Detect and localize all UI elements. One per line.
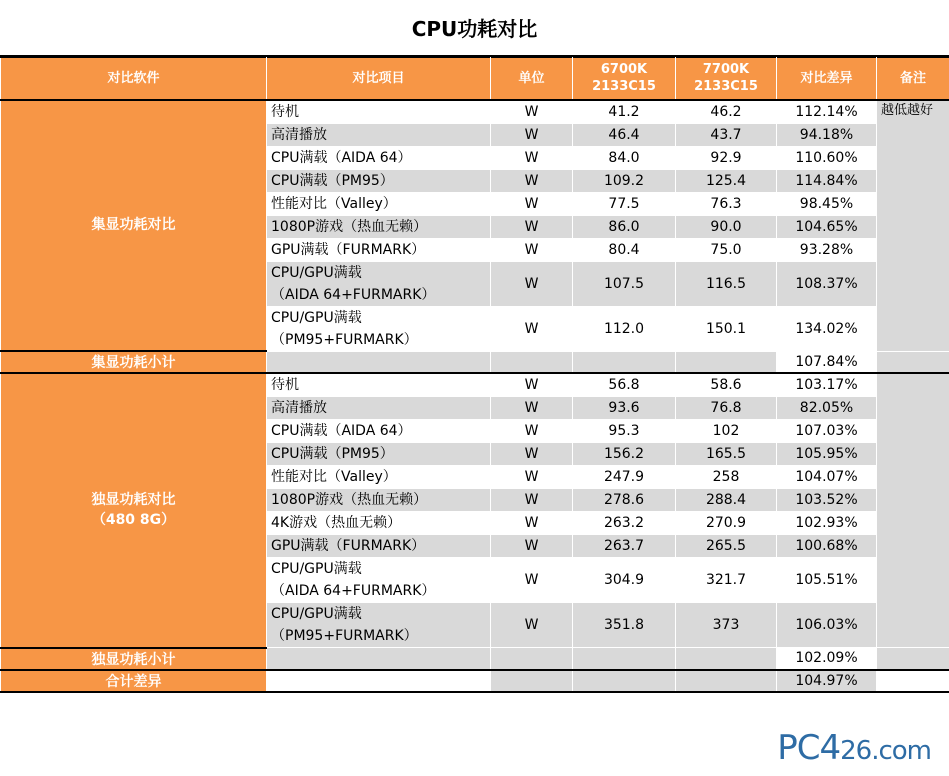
diff-value: 105.51%	[777, 558, 877, 603]
diff-value: 94.18%	[777, 123, 877, 146]
subtotal-empty-cell	[676, 351, 777, 373]
subtotal-empty-cell	[573, 648, 676, 670]
header-unit: 单位	[491, 58, 573, 100]
diff-value: 110.60%	[777, 146, 877, 169]
unit-cell: W	[491, 169, 573, 192]
cpu-a-value: 304.9	[573, 558, 676, 603]
cpu-a-value: 80.4	[573, 238, 676, 261]
subtotal-row	[1, 351, 949, 373]
cpu-a-value: 156.2	[573, 443, 676, 466]
table-row	[1, 100, 949, 124]
page-title: CPU功耗对比	[0, 0, 949, 57]
test-item: 4K游戏（热血无赖）	[267, 512, 491, 535]
cpu-b-value: 102	[676, 420, 777, 443]
test-item: 待机	[267, 373, 491, 397]
total-empty-cell	[676, 670, 777, 692]
cpu-b-value: 125.4	[676, 169, 777, 192]
total-empty-cell	[877, 670, 949, 692]
diff-value: 82.05%	[777, 397, 877, 420]
cpu-b-value: 288.4	[676, 489, 777, 512]
cpu-b-value: 265.5	[676, 535, 777, 558]
cpu-b-value: 75.0	[676, 238, 777, 261]
test-item: CPU满载（PM95）	[267, 169, 491, 192]
note-cell	[877, 373, 949, 648]
cpu-b-value: 165.5	[676, 443, 777, 466]
unit-cell: W	[491, 466, 573, 489]
cpu-a-value: 46.4	[573, 123, 676, 146]
cpu-b-memory: 2133C15	[694, 79, 758, 95]
unit-cell: W	[491, 397, 573, 420]
cpu-a-value: 351.8	[573, 603, 676, 648]
unit-cell: W	[491, 512, 573, 535]
cpu-a-value: 56.8	[573, 373, 676, 397]
cpu-b-value: 150.1	[676, 306, 777, 351]
unit-cell: W	[491, 100, 573, 124]
test-item-line2: （PM95+FURMARK）	[271, 628, 418, 644]
test-item: 高清播放	[267, 123, 491, 146]
cpu-b-value: 58.6	[676, 373, 777, 397]
test-item: 待机	[267, 100, 491, 124]
unit-cell: W	[491, 603, 573, 648]
subtotal-label: 集显功耗小计	[1, 351, 267, 373]
subtotal-empty-cell	[573, 351, 676, 373]
table-row	[1, 373, 949, 397]
cpu-b-model: 7700K	[702, 62, 750, 78]
cpu-a-value: 93.6	[573, 397, 676, 420]
cpu-b-value: 321.7	[676, 558, 777, 603]
cpu-a-value: 247.9	[573, 466, 676, 489]
unit-cell: W	[491, 123, 573, 146]
group-label	[1, 373, 267, 648]
subtotal-empty-cell	[267, 351, 491, 373]
diff-value: 103.52%	[777, 489, 877, 512]
diff-value: 98.45%	[777, 192, 877, 215]
total-empty-cell	[573, 670, 676, 692]
test-item: 性能对比（Valley）	[267, 192, 491, 215]
test-item-line1: CPU/GPU满载	[271, 606, 362, 622]
test-item-line2: （AIDA 64+FURMARK）	[271, 583, 436, 599]
unit-cell: W	[491, 261, 573, 306]
subtotal-empty-cell	[877, 351, 949, 373]
subtotal-empty-cell	[491, 351, 573, 373]
group-label-line1: 独显功耗对比	[91, 492, 176, 509]
diff-value: 102.93%	[777, 512, 877, 535]
header-row	[1, 58, 949, 100]
subtotal-empty-cell	[676, 648, 777, 670]
watermark-main: PC4	[777, 728, 841, 768]
subtotal-value: 102.09%	[777, 648, 877, 670]
test-item-line1: CPU/GPU满载	[271, 561, 362, 577]
header-note: 备注	[877, 58, 949, 100]
unit-cell: W	[491, 306, 573, 351]
unit-cell: W	[491, 146, 573, 169]
subtotal-label: 独显功耗小计	[1, 648, 267, 670]
group-label-line2: （480 8G）	[91, 512, 176, 529]
diff-value: 107.03%	[777, 420, 877, 443]
diff-value: 103.17%	[777, 373, 877, 397]
unit-cell: W	[491, 215, 573, 238]
test-item-line2: （AIDA 64+FURMARK）	[271, 286, 436, 303]
header-software: 对比软件	[1, 58, 267, 100]
cpu-a-value: 84.0	[573, 146, 676, 169]
header-cpu-b	[676, 58, 777, 100]
unit-cell: W	[491, 420, 573, 443]
total-value: 104.97%	[777, 670, 877, 692]
subtotal-value: 107.84%	[777, 351, 877, 373]
subtotal-empty-cell	[877, 648, 949, 670]
diff-value: 100.68%	[777, 535, 877, 558]
unit-cell: W	[491, 443, 573, 466]
cpu-b-value: 116.5	[676, 261, 777, 306]
cpu-b-value: 43.7	[676, 123, 777, 146]
test-item	[267, 261, 491, 306]
header-diff: 对比差异	[777, 58, 877, 100]
test-item-line1: CPU/GPU满载	[271, 309, 362, 326]
test-item: GPU满载（FURMARK）	[267, 535, 491, 558]
cpu-a-value: 109.2	[573, 169, 676, 192]
test-item: 1080P游戏（热血无赖）	[267, 215, 491, 238]
test-item: CPU满载（AIDA 64）	[267, 146, 491, 169]
cpu-b-value: 46.2	[676, 100, 777, 124]
cpu-a-value: 112.0	[573, 306, 676, 351]
test-item: GPU满载（FURMARK）	[267, 238, 491, 261]
site-watermark-logo	[777, 728, 931, 768]
note-cell: 越低越好	[877, 100, 949, 352]
cpu-a-memory: 2133C15	[592, 79, 656, 95]
diff-value: 112.14%	[777, 100, 877, 124]
cpu-a-value: 263.7	[573, 535, 676, 558]
test-item: 1080P游戏（热血无赖）	[267, 489, 491, 512]
test-item-line2: （PM95+FURMARK）	[271, 331, 418, 348]
group-label-text: 集显功耗对比	[91, 217, 176, 234]
test-item	[267, 603, 491, 648]
header-item: 对比项目	[267, 58, 491, 100]
subtotal-row	[1, 648, 949, 670]
header-cpu-a	[573, 58, 676, 100]
test-item	[267, 306, 491, 351]
diff-value: 104.65%	[777, 215, 877, 238]
cpu-b-value: 92.9	[676, 146, 777, 169]
unit-cell: W	[491, 373, 573, 397]
cpu-b-value: 270.9	[676, 512, 777, 535]
cpu-b-value: 76.8	[676, 397, 777, 420]
test-item: 性能对比（Valley）	[267, 466, 491, 489]
test-item	[267, 558, 491, 603]
group-label	[1, 100, 267, 352]
diff-value: 93.28%	[777, 238, 877, 261]
cpu-b-value: 373	[676, 603, 777, 648]
diff-value: 114.84%	[777, 169, 877, 192]
total-row	[1, 670, 949, 692]
cpu-a-value: 278.6	[573, 489, 676, 512]
unit-cell: W	[491, 192, 573, 215]
cpu-a-value: 107.5	[573, 261, 676, 306]
unit-cell: W	[491, 238, 573, 261]
diff-value: 104.07%	[777, 466, 877, 489]
cpu-a-value: 41.2	[573, 100, 676, 124]
test-item: CPU满载（PM95）	[267, 443, 491, 466]
total-label: 合计差异	[1, 670, 267, 692]
diff-value: 108.37%	[777, 261, 877, 306]
cpu-a-value: 95.3	[573, 420, 676, 443]
total-empty-cell	[267, 670, 491, 692]
cpu-b-value: 258	[676, 466, 777, 489]
test-item: CPU满载（AIDA 64）	[267, 420, 491, 443]
test-item: 高清播放	[267, 397, 491, 420]
subtotal-empty-cell	[491, 648, 573, 670]
unit-cell: W	[491, 489, 573, 512]
cpu-b-value: 76.3	[676, 192, 777, 215]
unit-cell: W	[491, 558, 573, 603]
cpu-a-value: 263.2	[573, 512, 676, 535]
cpu-a-model: 6700K	[600, 62, 648, 78]
comparison-table	[0, 57, 949, 693]
test-item-line1: CPU/GPU满载	[271, 264, 362, 281]
cpu-a-value: 86.0	[573, 215, 676, 238]
diff-value: 106.03%	[777, 603, 877, 648]
diff-value: 105.95%	[777, 443, 877, 466]
diff-value: 134.02%	[777, 306, 877, 351]
unit-cell: W	[491, 535, 573, 558]
cpu-b-value: 90.0	[676, 215, 777, 238]
total-empty-cell	[491, 670, 573, 692]
watermark-rest: 26.com	[840, 736, 931, 766]
subtotal-empty-cell	[267, 648, 491, 670]
cpu-a-value: 77.5	[573, 192, 676, 215]
